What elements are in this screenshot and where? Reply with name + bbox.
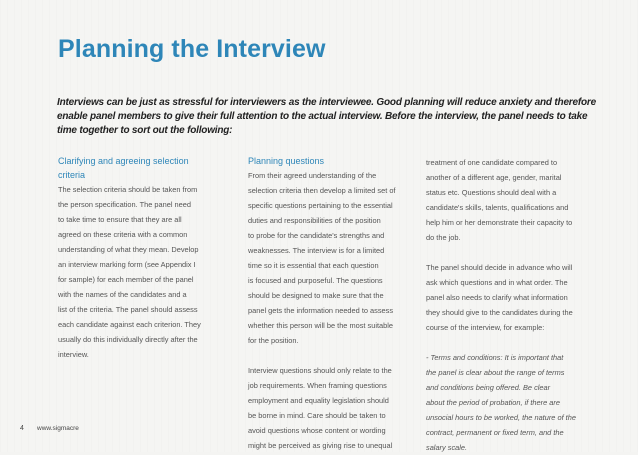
body-line: selection criteria then develop a limited set of (248, 186, 396, 195)
body-line: list of the criteria. The panel should assess (58, 305, 198, 314)
body-line: might be perceived as giving rise to unequal (248, 441, 393, 450)
intro-line: enable panel members to give their full attention to the actual interview. Before the interview, the panel needs to take (57, 111, 588, 122)
italic-line: contract, permanent or fixed term, and the (426, 428, 564, 437)
body-line: candidate's skills, talents, qualifications and (426, 203, 569, 212)
body-line: to probe for the candidate's strengths and (248, 231, 385, 240)
column-continued (426, 155, 576, 455)
body-line: be borne in mind. Care should be taken to (248, 411, 386, 420)
body-line: with the names of the candidates and a (58, 290, 187, 299)
body-line: for sample) for each member of the panel (58, 275, 194, 284)
body-line: interview. (58, 350, 89, 359)
italic-line: the panel is clear about the range of terms (426, 368, 565, 377)
body-line: avoid questions whose content or wording (248, 426, 386, 435)
body-line: for the position. (248, 336, 299, 345)
page-title: Planning the Interview (58, 35, 326, 63)
intro-line: time together to sort out the following: (57, 125, 233, 136)
body-line: should be designed to make sure that the (248, 291, 384, 300)
body-line: From their agreed understanding of the (248, 171, 377, 180)
intro-line: Interviews can be just as stressful for interviewers as the interviewee. Good planning will reduce anxiety and therefore (57, 97, 596, 108)
body-line: whether this person will be the most suitable (248, 321, 394, 330)
body-line: employment and equality legislation should (248, 396, 389, 405)
body-line: The panel should decide in advance who will (426, 263, 573, 272)
body-line: usually do this individually directly after the (58, 335, 198, 344)
column-planning-questions (248, 154, 395, 453)
body-line: help him or her demonstrate their capacity to (426, 218, 573, 227)
body-line: an interview marking form (see Appendix I (58, 260, 196, 269)
body-line: panel gets the information needed to assess (248, 306, 394, 315)
paragraph-gap (426, 245, 576, 260)
paragraph-gap (248, 348, 395, 363)
body-line: ask which questions and in what order. The (426, 278, 568, 287)
body-line: each candidate against each criterion. They (58, 320, 201, 329)
body-line: the person specification. The panel need (58, 200, 191, 209)
body-line: The selection criteria should be taken from (58, 185, 198, 194)
body-line: treatment of one candidate compared to (426, 158, 558, 167)
body-line: status etc. Questions should deal with a (426, 188, 557, 197)
column-selection-criteria (58, 154, 201, 362)
section-heading: Clarifying and agreeing selection (58, 156, 189, 166)
italic-line: and conditions being offered. Be clear (426, 383, 551, 392)
body-line: understanding of what they mean. Develop (58, 245, 199, 254)
italic-line: unsocial hours to be worked, the nature of the (426, 413, 576, 422)
body-line: Interview questions should only relate to the (248, 366, 392, 375)
body-line: do the job. (426, 233, 461, 242)
body-line: weaknesses. The interview is for a limited (248, 246, 385, 255)
italic-line: - Terms and conditions: It is important that (426, 353, 564, 362)
website-link[interactable]: www.sigmacre (37, 425, 79, 432)
section-heading: Planning questions (248, 156, 325, 166)
body-line: to take time to ensure that they are all (58, 215, 182, 224)
intro-paragraph (57, 96, 597, 138)
paragraph-gap (426, 335, 576, 350)
body-line: course of the interview, for example: (426, 323, 545, 332)
body-line: is focused and purposeful. The questions (248, 276, 383, 285)
body-line: duties and responsibilities of the position (248, 216, 381, 225)
italic-line: salary scale. (426, 443, 468, 452)
body-line: they should give to the candidates during the (426, 308, 573, 317)
body-line: time so it is essential that each question (248, 261, 379, 270)
section-heading: criteria (58, 170, 86, 180)
body-line: another of a different age, gender, marital (426, 173, 562, 182)
body-line: job requirements. When framing questions (248, 381, 387, 390)
page-number: 4 (20, 425, 24, 432)
body-line: specific questions pertaining to the essential (248, 201, 393, 210)
body-line: agreed on these criteria with a common (58, 230, 188, 239)
body-line: panel also needs to clarify what information (426, 293, 568, 302)
italic-line: about the period of probation, if there are (426, 398, 560, 407)
